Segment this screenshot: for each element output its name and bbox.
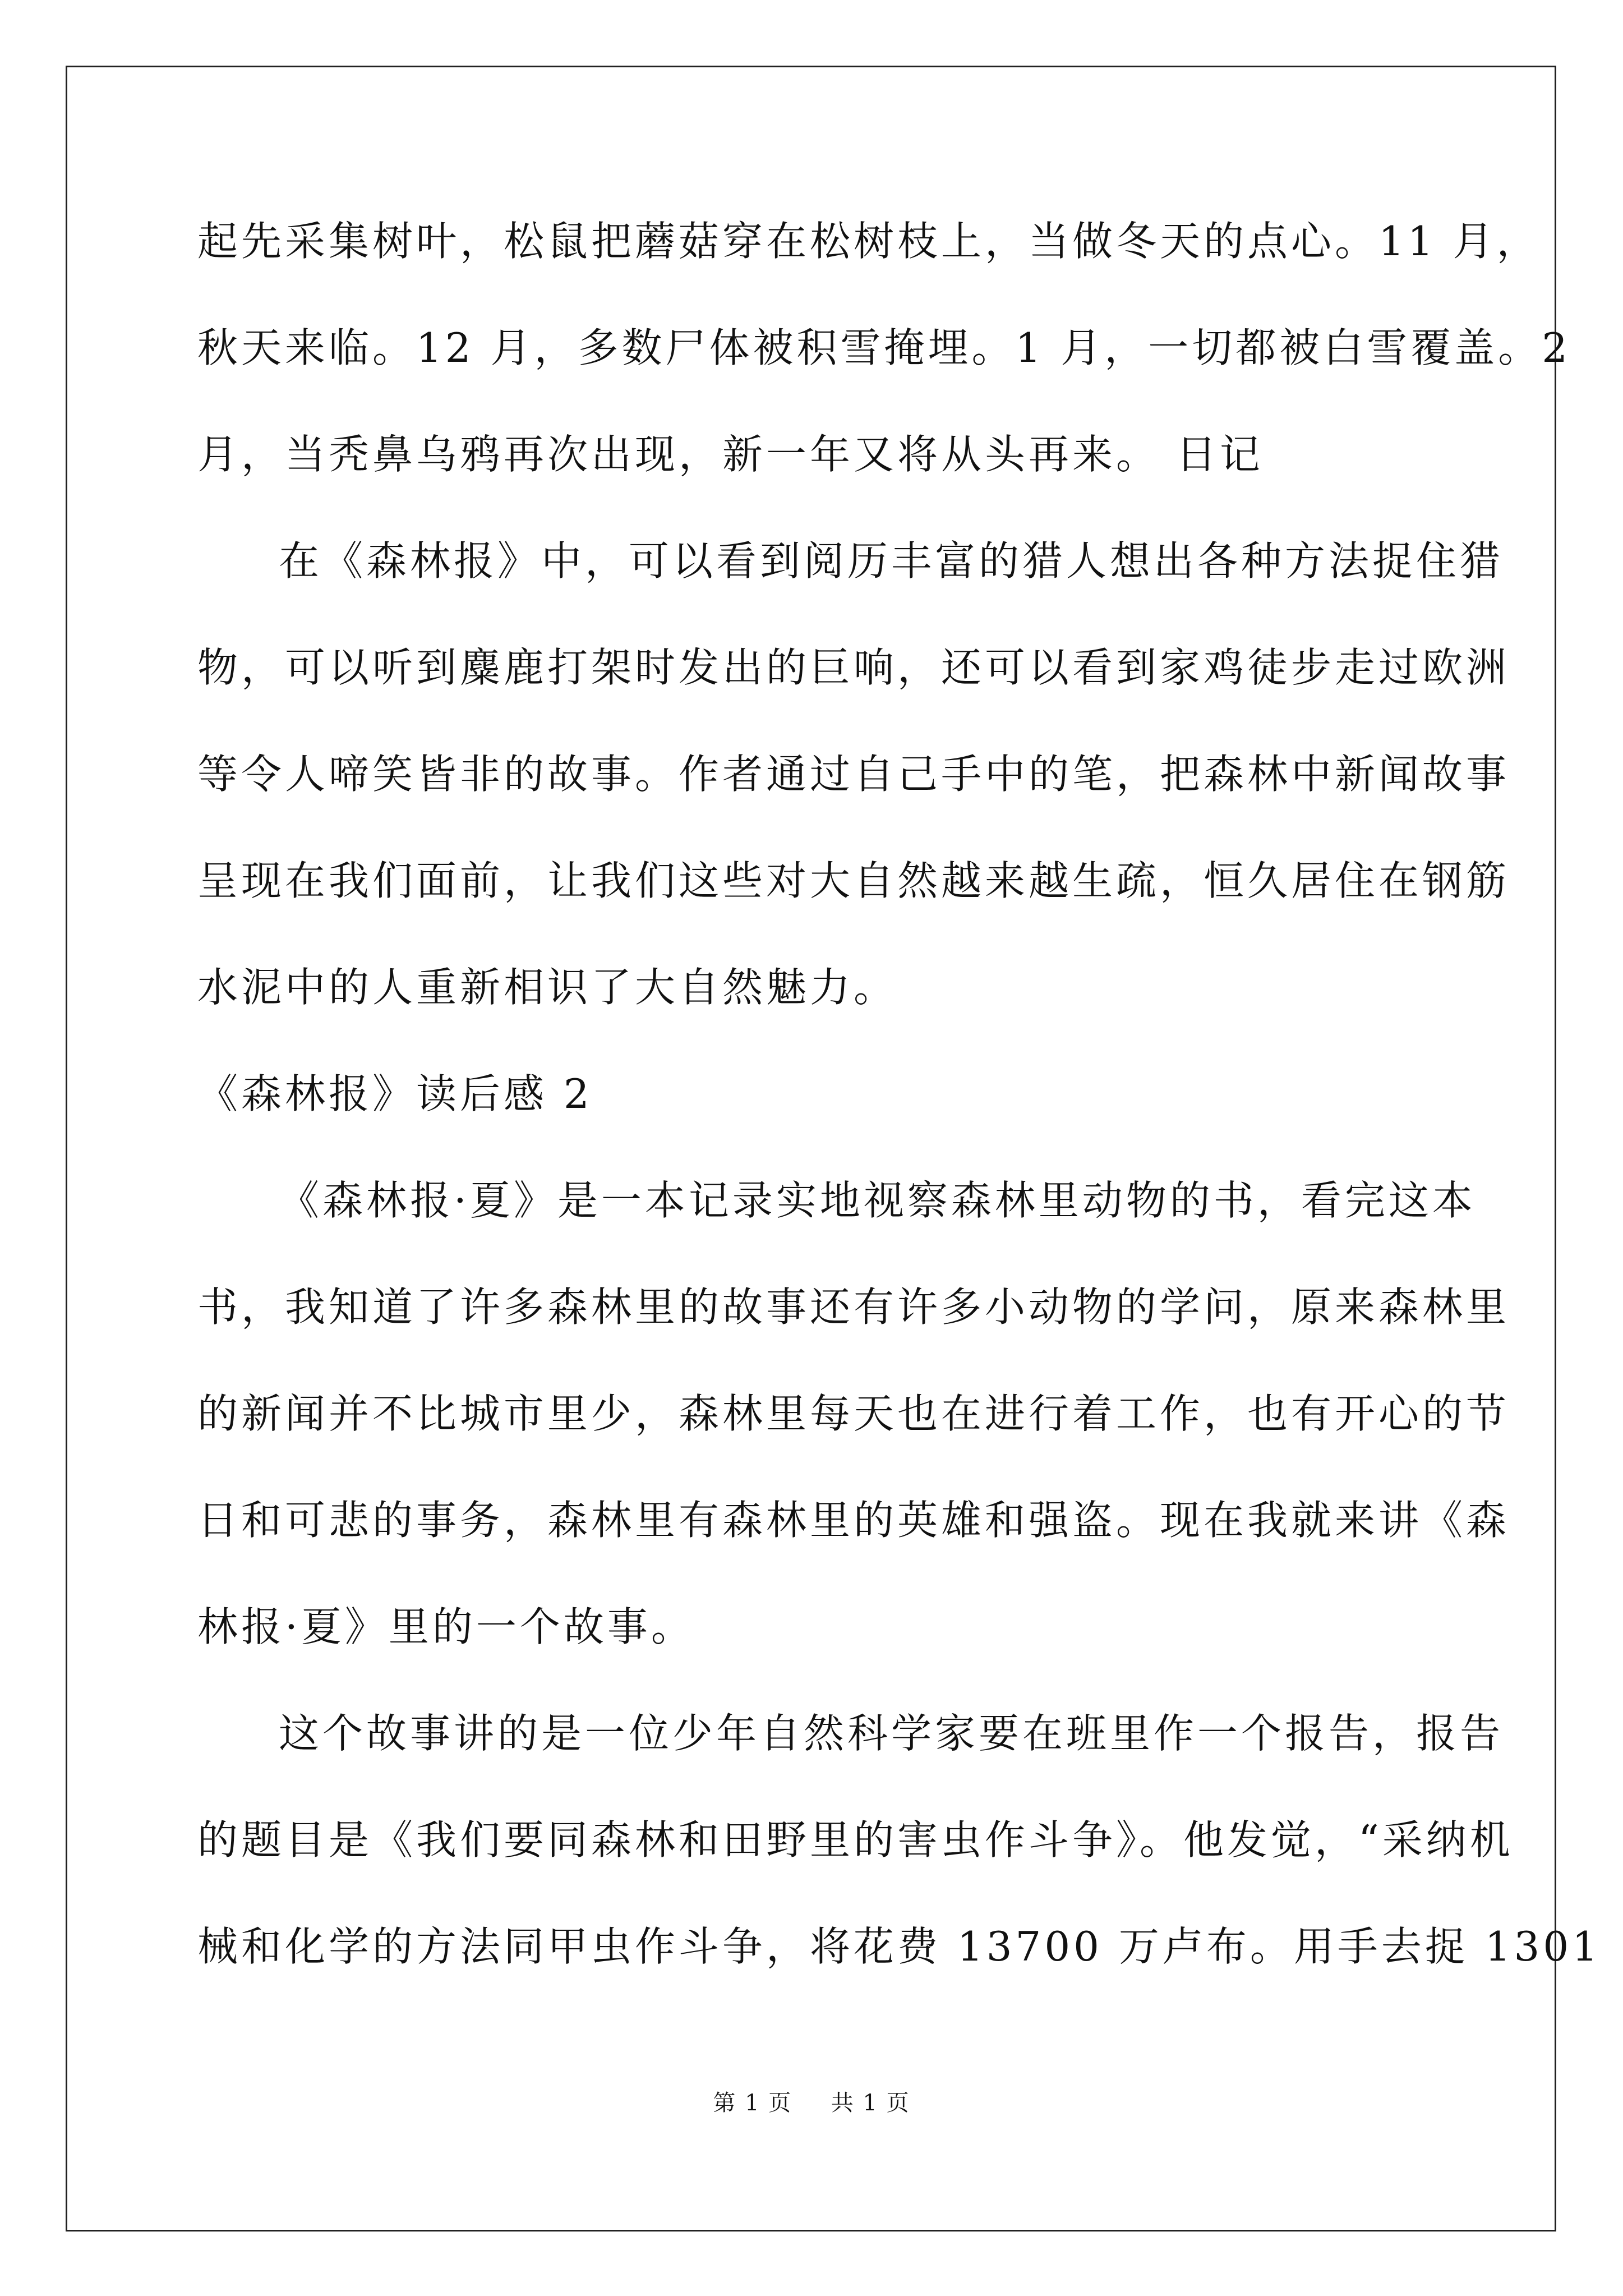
paragraph-first-line: 这个故事讲的是一位少年自然科学家要在班里作一个报告，报告 bbox=[279, 1710, 1504, 1757]
text-line-3: 月，当秃鼻乌鸦再次出现，新一年又将从头再来。 日记 bbox=[197, 431, 1264, 478]
page-border bbox=[66, 66, 1556, 2231]
text-line-14: 林报·夏》里的一个故事。 bbox=[197, 1603, 695, 1650]
text-line-12: 的新闻并不比城市里少，森林里每天也在进行着工作，也有开心的节 bbox=[197, 1390, 1510, 1437]
text-line-6: 等令人啼笑皆非的故事。作者通过自己手中的笔，把森林中新闻故事 bbox=[197, 751, 1510, 798]
text-line-2: 秋天来临。12 月，多数尸体被积雪掩埋。1 月，一切都被白雪覆盖。2 bbox=[197, 324, 1571, 371]
text-line-16: 的题目是《我们要同森林和田野里的害虫作斗争》。他发觉，“采纳机 bbox=[197, 1816, 1514, 1864]
text-line-17: 械和化学的方法同甲虫作斗争，将花费 13700 万卢布。用手去捉 1301 bbox=[197, 1923, 1601, 1970]
text-line-13: 日和可悲的事务，森林里有森林里的英雄和强盗。现在我就来讲《森 bbox=[197, 1497, 1510, 1544]
text-line-1: 起先采集树叶，松鼠把蘑菇穿在松树枝上，当做冬天的点心。11 月， bbox=[197, 218, 1541, 265]
page-footer bbox=[0, 2089, 1623, 2117]
page-number: 第 1 页 bbox=[713, 2090, 792, 2116]
text-line-7: 呈现在我们面前，让我们这些对大自然越来越生疏，恒久居住在钢筋 bbox=[197, 857, 1510, 904]
page-total: 共 1 页 bbox=[831, 2090, 910, 2116]
paragraph-first-line: 在《森林报》中，可以看到阅历丰富的猎人想出各种方法捉住猎 bbox=[279, 537, 1504, 585]
text-line-11: 书，我知道了许多森林里的故事还有许多小动物的学问，原来森林里 bbox=[197, 1283, 1510, 1331]
paragraph-first-line: 《森林报·夏》是一本记录实地视察森林里动物的书，看完这本 bbox=[279, 1177, 1476, 1224]
text-line-8: 水泥中的人重新相识了大自然魅力。 bbox=[197, 964, 898, 1011]
section-heading: 《森林报》读后感 2 bbox=[197, 1070, 593, 1117]
text-line-5: 物，可以听到麋鹿打架时发出的巨响，还可以看到家鸡徒步走过欧洲 bbox=[197, 644, 1510, 691]
